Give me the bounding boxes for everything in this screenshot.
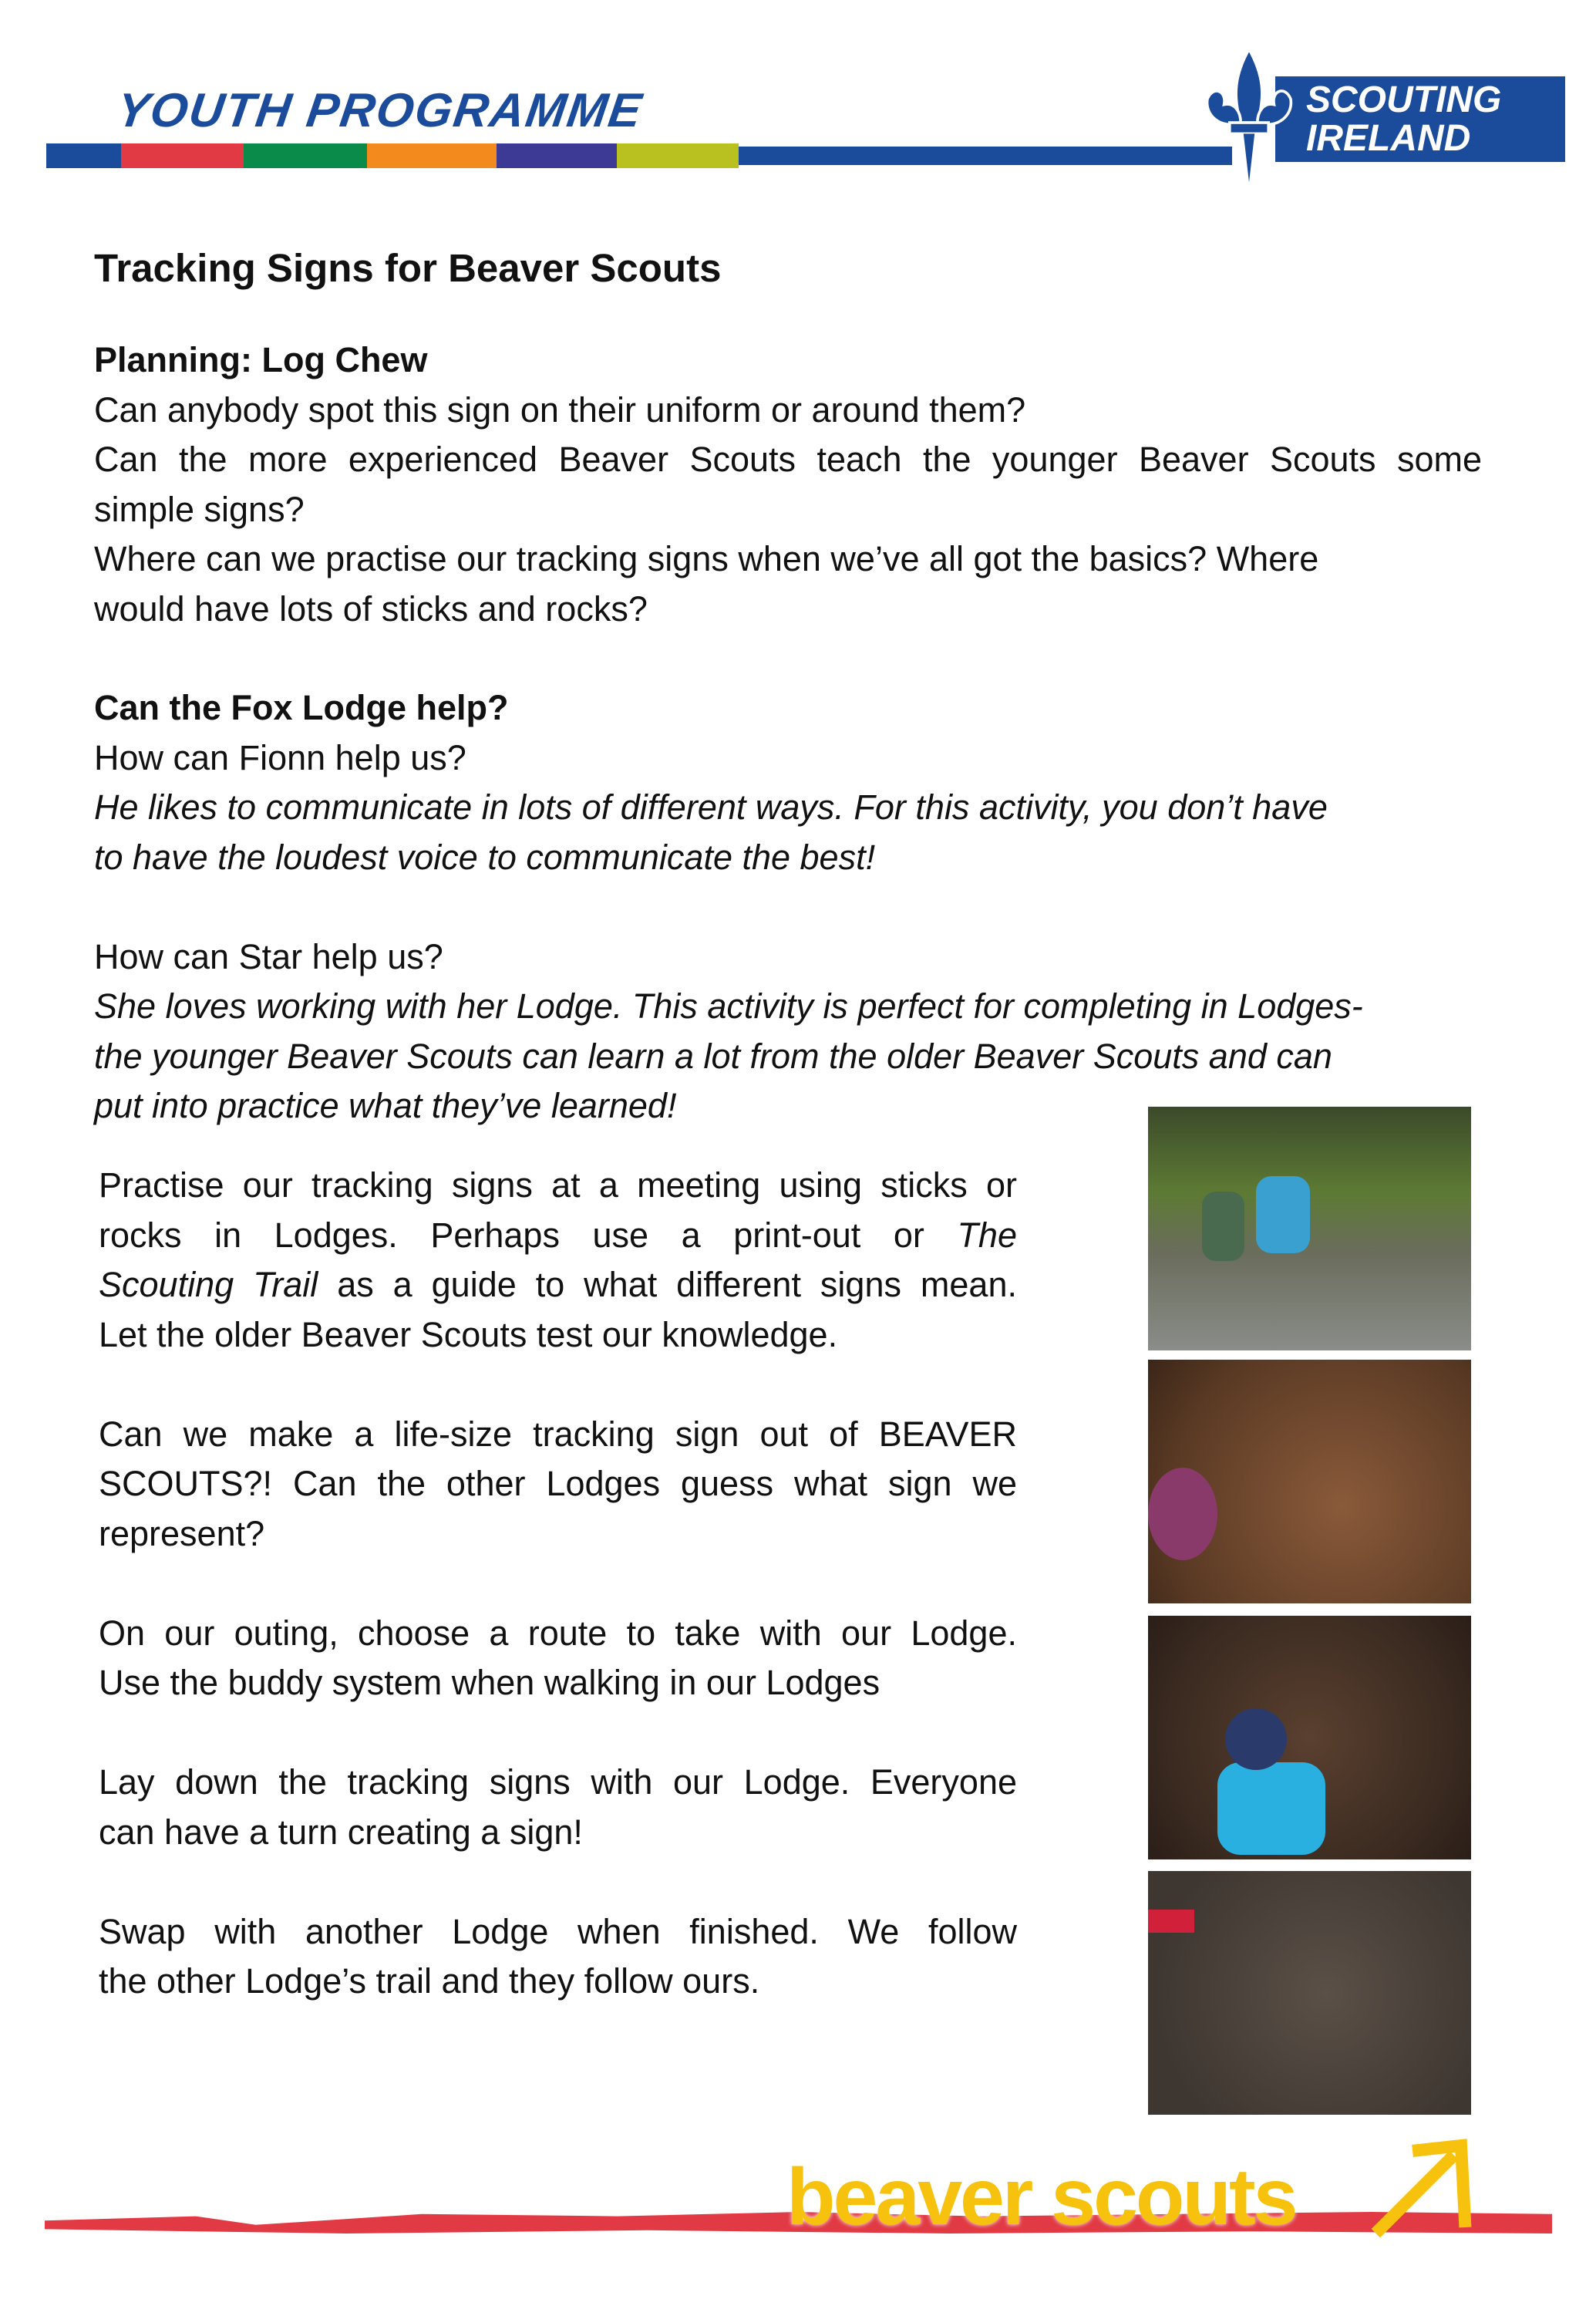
planning-line: Where can we practise our tracking signs when we’ve all got the basics? Where	[94, 539, 1319, 578]
book-title-text: Scouting Trail	[99, 1265, 318, 1304]
star-question: How can Star help us?	[94, 936, 443, 976]
fox-lodge-heading: Can the Fox Lodge help?	[94, 688, 509, 727]
photo-children-walking	[1148, 1107, 1471, 1350]
activity-line: represent?	[99, 1513, 265, 1553]
photo-path-sign	[1148, 1871, 1471, 2115]
activity-line: Use the buddy system when walking in our Lodges	[99, 1663, 880, 1702]
fionn-answer-line: to have the loudest voice to communicate the best!	[94, 837, 876, 877]
planning-line: Can the more experienced Beaver Scouts teach the younger Beaver Scouts some	[94, 440, 1482, 479]
photo-leaves-sticks	[1148, 1360, 1471, 1603]
activity-practise	[99, 1161, 1017, 1360]
activity-line	[99, 1260, 1017, 1310]
fox-lodge-section	[94, 683, 1482, 1131]
beaver-arrow-icon	[1365, 2136, 1488, 2244]
stripe-segment	[121, 143, 244, 168]
fleur-de-lis-icon	[1180, 46, 1318, 185]
planning-line: would have lots of sticks and rocks?	[94, 588, 648, 629]
text: as a guide to what different signs mean.	[337, 1265, 1017, 1304]
stripe-segment	[617, 143, 739, 168]
activity-line: On our outing, choose a route to take with our Lodge.	[99, 1613, 1017, 1653]
fionn-question: How can Fionn help us?	[94, 737, 466, 777]
activity-swap	[99, 1907, 1017, 2007]
activity-line	[99, 1211, 1017, 1261]
star-answer-line: the younger Beaver Scouts can learn a lot from the older Beaver Scouts and can	[94, 1036, 1332, 1076]
activity-line: Let the older Beaver Scouts test our knowledge.	[99, 1314, 838, 1354]
planning-heading: Planning: Log Chew	[94, 340, 428, 379]
beaver-scouts-logo: beaver scouts	[786, 2153, 1296, 2242]
activity-line: SCOUTS?! Can the other Lodges guess what sign we	[99, 1464, 1017, 1503]
activity-line: Lay down the tracking signs with our Lodge. Everyone	[99, 1762, 1017, 1802]
star-answer-line: put into practice what they’ve learned!	[94, 1086, 677, 1125]
child-hat	[1225, 1708, 1287, 1770]
logo-text-line: SCOUTING	[1306, 79, 1502, 120]
activity-line: Practise our tracking signs at a meeting using sticks or	[99, 1165, 1017, 1205]
stripe-segment	[244, 143, 367, 168]
planning-line: Can anybody spot this sign on their uniform or around them?	[94, 389, 1026, 430]
activity-line: can have a turn creating a sign!	[99, 1812, 583, 1852]
planning-line: simple signs?	[94, 489, 305, 529]
child-figure	[1256, 1176, 1310, 1253]
stripe-segment	[497, 143, 617, 168]
stripe-segment	[367, 143, 497, 168]
stripe-segment	[46, 143, 121, 168]
planning-section	[94, 335, 1482, 634]
activity-lay-signs	[99, 1758, 1017, 1857]
activity-line: Can we make a life-size tracking sign out of BEAVER	[99, 1414, 1017, 1454]
text: rocks in Lodges. Perhaps use a print-out or	[99, 1215, 924, 1255]
activity-line: Swap with another Lodge when finished. We follow	[99, 1911, 1017, 1951]
stripe-segment	[739, 147, 1232, 165]
child-figure	[1202, 1192, 1244, 1261]
youth-programme-logo: YOUTH PROGRAMME	[113, 84, 646, 137]
activity-outing	[99, 1609, 1017, 1708]
logo-text-line: IRELAND	[1306, 118, 1471, 159]
child-jacket	[1217, 1762, 1325, 1855]
activity-line: the other Lodge’s trail and they follow ours.	[99, 1961, 760, 2001]
fionn-answer-line: He likes to communicate in lots of different ways. For this activity, you don’t have	[94, 787, 1328, 827]
star-answer-line: She loves working with her Lodge. This activity is perfect for completing in Lodges-	[94, 986, 1363, 1026]
activities-section	[99, 1161, 1017, 2007]
book-title-text: The	[957, 1215, 1017, 1255]
activity-life-size	[99, 1410, 1017, 1559]
photo-child-leaves	[1148, 1616, 1471, 1859]
scouting-ireland-logo	[1275, 76, 1565, 162]
page-title: Tracking Signs for Beaver Scouts	[94, 246, 722, 290]
child-hat	[1148, 1468, 1217, 1560]
child-sleeve	[1148, 1910, 1194, 1933]
